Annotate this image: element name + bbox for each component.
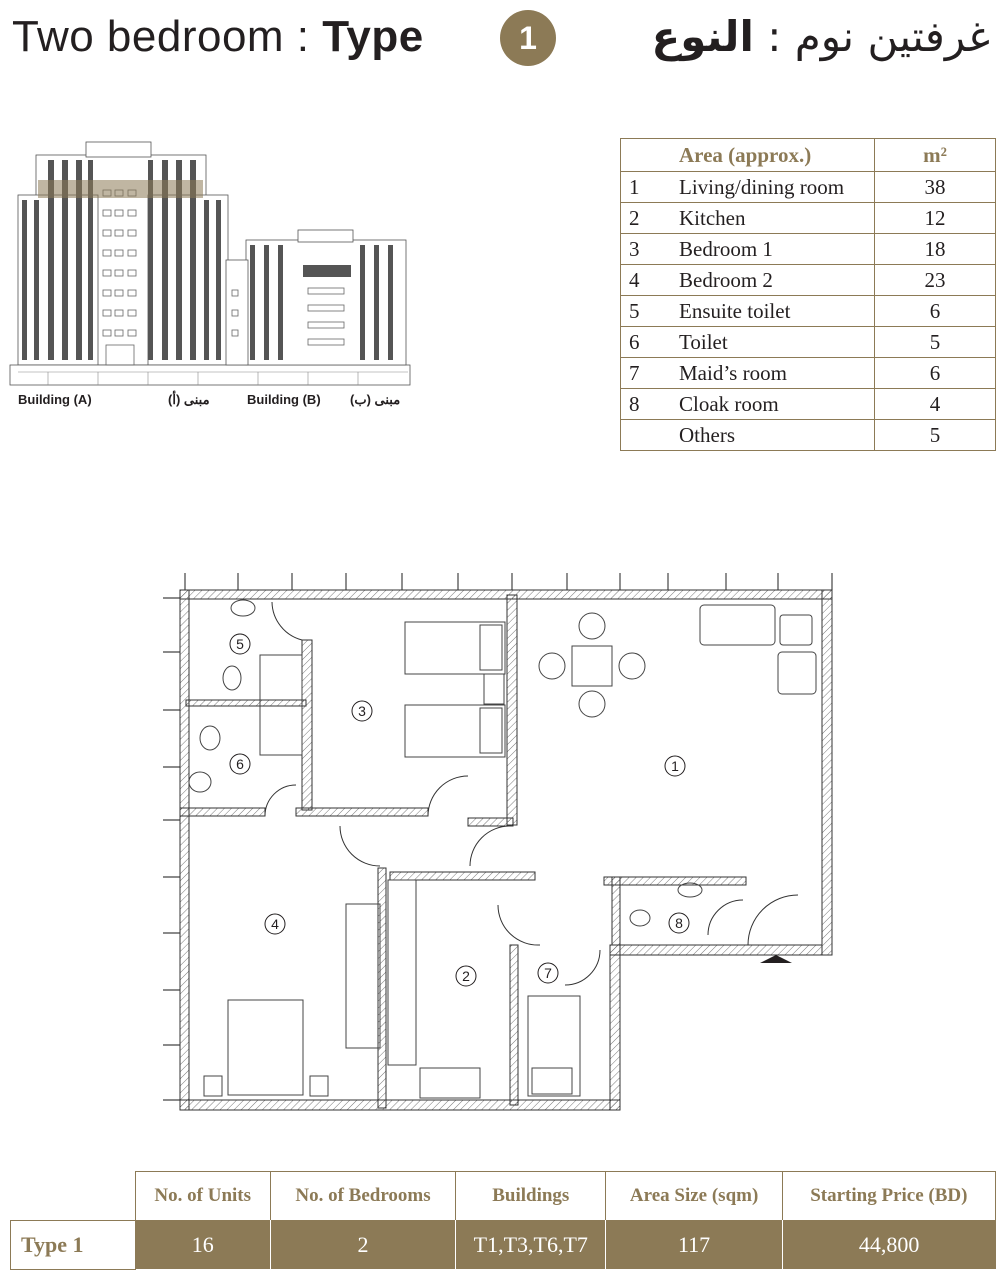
room-number: 4 (621, 265, 666, 296)
table-row (621, 203, 996, 234)
room-number: 2 (621, 203, 666, 234)
highlighted-floor (38, 180, 203, 198)
entrance-arrow-icon (760, 955, 792, 963)
room-name: Living/dining room (665, 172, 875, 203)
room-marker-label: 6 (236, 756, 244, 772)
floor-plan-drawing (160, 570, 850, 1115)
room-name: Others (665, 420, 875, 451)
furniture (189, 600, 816, 1098)
title-en-prefix: Two bedroom : (12, 12, 323, 61)
room-name: Bedroom 1 (665, 234, 875, 265)
building-b-label-ar: مبنى (ب) (350, 392, 401, 407)
room-area: 23 (875, 265, 996, 296)
area-table (620, 138, 996, 451)
title-en-bold: Type (322, 12, 424, 61)
table-row (621, 265, 996, 296)
table-row (621, 420, 996, 451)
walls (180, 590, 832, 1110)
area-table-header-label: Area (approx.) (665, 139, 875, 172)
room-number (621, 420, 666, 451)
table-row (621, 358, 996, 389)
area-table-header (621, 139, 996, 172)
building-a-label-ar: مبنى (أ) (168, 392, 210, 407)
table-row (621, 172, 996, 203)
room-area: 5 (875, 420, 996, 451)
doors (265, 602, 798, 985)
exterior-wall-ticks (163, 573, 832, 1100)
room-marker-label: 7 (544, 965, 552, 981)
building-b-label-en: Building (B) (247, 392, 321, 407)
area-table-header-unit: m² (875, 139, 996, 172)
room-name: Bedroom 2 (665, 265, 875, 296)
type-number-badge: 1 (500, 10, 556, 66)
table-row (11, 1220, 996, 1269)
value-buildings: T1,T3,T6,T7 (456, 1220, 606, 1269)
header-area-size: Area Size (sqm) (606, 1172, 782, 1221)
room-marker-label: 3 (358, 703, 366, 719)
room-area: 4 (875, 389, 996, 420)
value-area-size: 117 (606, 1220, 782, 1269)
room-area: 6 (875, 358, 996, 389)
area-table-blank-cell (621, 139, 666, 172)
title-ar-bold: النوع (651, 12, 754, 61)
table-row (621, 327, 996, 358)
room-marker-label: 1 (671, 758, 679, 774)
room-number: 8 (621, 389, 666, 420)
room-name: Kitchen (665, 203, 875, 234)
page-title-en (12, 12, 424, 62)
header-starting-price: Starting Price (BD) (782, 1172, 995, 1221)
room-area: 18 (875, 234, 996, 265)
table-row (621, 296, 996, 327)
header-buildings: Buildings (456, 1172, 606, 1221)
value-no-of-units: 16 (135, 1220, 270, 1269)
room-marker-label: 4 (271, 916, 279, 932)
units-table (10, 1171, 996, 1270)
units-table-header (11, 1172, 996, 1221)
header-no-of-bedrooms: No. of Bedrooms (270, 1172, 455, 1221)
room-name: Maid’s room (665, 358, 875, 389)
room-area: 38 (875, 172, 996, 203)
room-number: 5 (621, 296, 666, 327)
room-name: Cloak room (665, 389, 875, 420)
units-table-corner (11, 1172, 136, 1221)
room-area: 5 (875, 327, 996, 358)
table-row (621, 389, 996, 420)
title-ar-prefix: غرفتين نوم : (753, 12, 990, 61)
building-a-label-en: Building (A) (18, 392, 92, 407)
row-label-type: Type 1 (11, 1220, 136, 1269)
room-marker-label: 2 (462, 968, 470, 984)
room-name: Ensuite toilet (665, 296, 875, 327)
value-no-of-bedrooms: 2 (270, 1220, 455, 1269)
room-number: 3 (621, 234, 666, 265)
buildings-elevation-drawing (8, 140, 413, 390)
room-number: 7 (621, 358, 666, 389)
value-starting-price: 44,800 (782, 1220, 995, 1269)
room-area: 6 (875, 296, 996, 327)
room-area: 12 (875, 203, 996, 234)
header-no-of-units: No. of Units (135, 1172, 270, 1221)
table-row (621, 234, 996, 265)
room-name: Toilet (665, 327, 875, 358)
room-marker-label: 5 (236, 636, 244, 652)
room-number: 6 (621, 327, 666, 358)
room-number: 1 (621, 172, 666, 203)
room-marker-label: 8 (675, 915, 683, 931)
page-title-ar (652, 12, 990, 61)
